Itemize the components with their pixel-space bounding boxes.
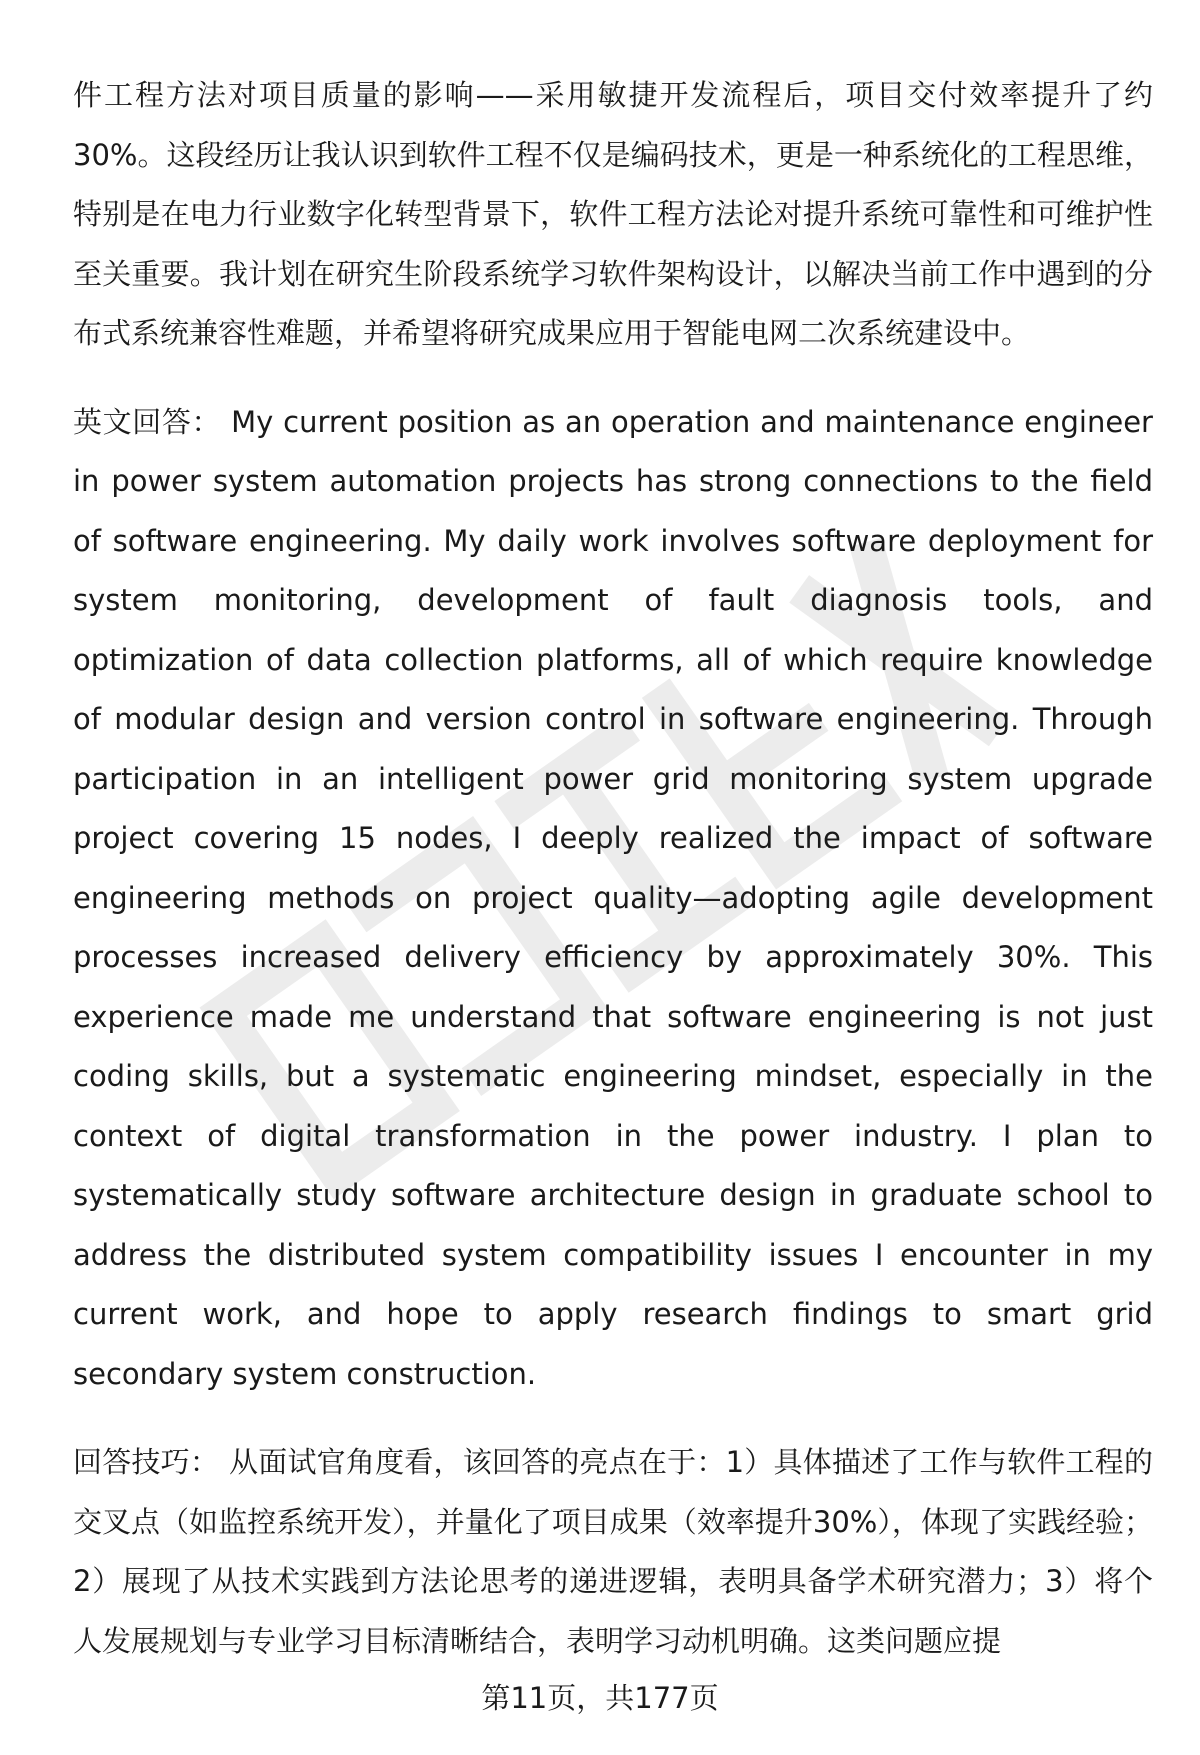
english-answer-paragraph	[73, 393, 1153, 1405]
english-answer-label: 英文回答：	[73, 404, 222, 439]
answer-tips-text: 从面试官角度看，该回答的亮点在于：1）具体描述了工作与软件工程的交叉点（如监控系统开发），并量化了项目成果（效率提升30%），体现了实践经验；2）展现了从技术实践到方法论思考的递进逻辑，表明具备学术研究潜力；3）将个人发展规划与专业学习目标清晰结合，表明学习动机明确。这类问题应提	[73, 1445, 1153, 1658]
document-body	[73, 66, 1153, 1671]
page-number-footer: 第11页，共177页	[481, 1681, 719, 1715]
answer-tips-paragraph	[73, 1433, 1153, 1671]
english-answer-text: My current position as an operation and maintenance engineer in power system automation projects has strong connections to the field of software engineering. My daily work involves software deployment for system monitoring, development of fault diagnosis tools, and optimization of data collection platforms, all of which require knowledge of modular design and version control in software engineering. Through participation in an intelligent power grid monitoring system upgrade project covering 15 nodes, I deeply realized the impact of software engineering methods on project quality—adopting agile development processes increased delivery efficiency by approximately 30%. This experience made me understand that software engineering is not just coding skills, but a systematic engineering mindset, especially in the context of digital transformation in the power industry. I plan to systematically study software architecture design in graduate school to address the distributed system compatibility issues I encounter in my current work, and hope to apply research findings to smart grid secondary system construction.	[73, 404, 1153, 1391]
continued-paragraph: 件工程方法对项目质量的影响——采用敏捷开发流程后，项目交付效率提升了约30%。这段经历让我认识到软件工程不仅是编码技术，更是一种系统化的工程思维，特别是在电力行业数字化转型背景下，软件工程方法论对提升系统可靠性和可维护性至关重要。我计划在研究生阶段系统学习软件架构设计，以解决当前工作中遇到的分布式系统兼容性难题，并希望将研究成果应用于智能电网二次系统建设中。	[73, 78, 1153, 350]
answer-tips-label: 回答技巧：	[73, 1445, 220, 1479]
